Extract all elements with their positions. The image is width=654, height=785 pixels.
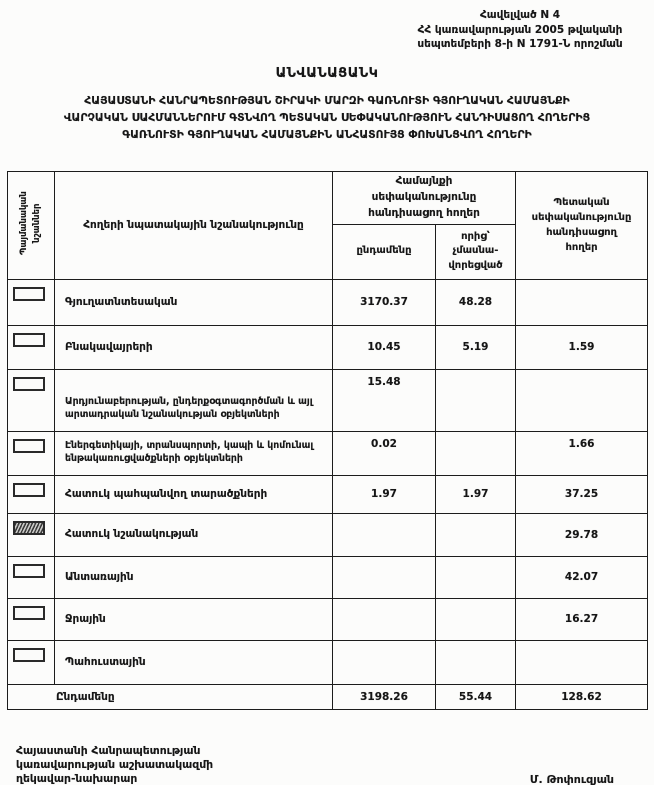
legend-cell [8, 475, 55, 513]
land-category-label: Անտառային [55, 556, 333, 598]
community-unprivatized-value [436, 556, 516, 598]
total-community-total-value: 3198.26 [333, 684, 436, 709]
annex-line: Հավելված N 4 [479, 9, 561, 21]
state-lands-value: 1.59 [516, 325, 648, 369]
legend-cell [8, 598, 55, 640]
legend-box-icon [13, 439, 45, 453]
community-total-value: 3170.37 [333, 279, 436, 325]
community-unprivatized-value [436, 640, 516, 684]
table-row [8, 325, 648, 369]
signatory-title-line: կառավարության աշխատակազմի [16, 757, 214, 771]
land-allocation-table [7, 171, 648, 709]
community-total-subheader: ընդամենը [333, 224, 436, 279]
legend-box-icon [13, 287, 45, 301]
symbols-column-header [8, 172, 55, 279]
community-unprivatized-subheader: որից՝ չմասնավորեցված [436, 224, 516, 279]
signatory-title-line: Հայաստանի Հանրապետության [16, 743, 201, 757]
legend-box-icon [13, 333, 45, 347]
total-row-label: Ընդամենը [8, 684, 333, 709]
document-footer [16, 744, 614, 785]
state-lands-value: 37.25 [516, 475, 648, 513]
land-category-label: Էներգետիկայի, տրանսպորտի, կապի և կոմունալ ենթակառուցվածքների օբյեկտների [55, 431, 333, 475]
legend-cell [8, 279, 55, 325]
community-total-value: 10.45 [333, 325, 436, 369]
legend-box-icon [13, 648, 45, 662]
legend-cell [8, 369, 55, 431]
signatory-name: Մ. Թոփուզյան [529, 772, 614, 785]
annex-reference [400, 0, 640, 52]
document-title: ԱՆՎԱՆԱՑԱՆԿ [275, 66, 379, 82]
purpose-column-header: Հողերի նպատակային նշանակությունը [55, 172, 333, 279]
legend-box-icon [13, 377, 45, 391]
community-unprivatized-value [436, 431, 516, 475]
legend-cell [8, 556, 55, 598]
table-row [8, 556, 648, 598]
legend-box-icon [13, 606, 45, 620]
table-row [8, 369, 648, 431]
community-unprivatized-value [436, 369, 516, 431]
table-row [8, 431, 648, 475]
community-unprivatized-value: 5.19 [436, 325, 516, 369]
community-total-value: 15.48 [333, 369, 436, 431]
legend-cell [8, 513, 55, 556]
legend-cell [8, 431, 55, 475]
community-unprivatized-value [436, 513, 516, 556]
state-lands-column-header: Պետական սեփականությունը հանդիսացող հողեր [516, 172, 648, 279]
table-row [8, 598, 648, 640]
table-row [8, 513, 648, 556]
table-row [8, 640, 648, 684]
state-lands-value: 16.27 [516, 598, 648, 640]
land-category-label: Հատուկ նշանակության [55, 513, 333, 556]
annex-line: ՀՀ կառավարության 2005 թվականի [417, 23, 623, 36]
community-unprivatized-value: 1.97 [436, 475, 516, 513]
total-state-lands-value: 128.62 [516, 684, 648, 709]
land-category-label: Ջրային [55, 598, 333, 640]
legend-box-icon [13, 483, 45, 497]
state-lands-value [516, 279, 648, 325]
state-lands-value: 1.66 [516, 431, 648, 475]
table-row [8, 475, 648, 513]
land-category-label: Արդյունաբերության, ընդերքօգտագործման և այլ արտադրական նշանակության օբյեկտների [55, 369, 333, 431]
community-total-value [333, 556, 436, 598]
community-total-value: 1.97 [333, 475, 436, 513]
legend-box-icon [13, 564, 45, 578]
land-category-label: Պահուստային [55, 640, 333, 684]
state-lands-value [516, 640, 648, 684]
land-category-label: Հատուկ պահպանվող տարածքների [55, 475, 333, 513]
community-total-value [333, 598, 436, 640]
land-category-label: Գյուղատնտեսական [55, 279, 333, 325]
legend-box-hatched-icon [13, 521, 45, 535]
community-total-value [333, 640, 436, 684]
community-total-value [333, 513, 436, 556]
table-header-row [8, 172, 648, 224]
subtitle-line: ՀԱՅԱՍՏԱՆԻ ՀԱՆՐԱՊԵՏՈՒԹՅԱՆ ՇԻՐԱԿԻ ՄԱՐԶԻ ԳԱՌՆՈՒՏԻ ԳՅՈՒՂԱԿԱՆ ՀԱՄԱՅՆՔԻ [84, 94, 570, 108]
community-unprivatized-value [436, 598, 516, 640]
signatory-title [16, 744, 213, 785]
signatory-title-line: ղեկավար-նախարար [16, 771, 138, 785]
land-category-label: Բնակավայրերի [55, 325, 333, 369]
symbols-column-header-label: Պայմանական նշաններ [19, 191, 42, 256]
subtitle-line: ԳԱՌՆՈՒՏԻ ԳՅՈՒՂԱԿԱՆ ՀԱՄԱՅՆՔԻՆ ԱՆՀԱՏՈՒՅՑ ՓՈԽԱՆՑՎՈՂ ՀՈՂԵՐԻ [122, 127, 532, 141]
community-unprivatized-value: 48.28 [436, 279, 516, 325]
community-total-value: 0.02 [333, 431, 436, 475]
legend-cell [8, 640, 55, 684]
table-total-row [8, 684, 648, 709]
state-lands-value [516, 369, 648, 431]
annex-line: սեպտեմբերի 8-ի N 1791-Ն որոշման [417, 38, 623, 51]
legend-cell [8, 325, 55, 369]
state-lands-value: 29.78 [516, 513, 648, 556]
state-lands-value: 42.07 [516, 556, 648, 598]
total-community-unprivatized-value: 55.44 [436, 684, 516, 709]
table-row [8, 279, 648, 325]
document-subtitle [0, 93, 654, 143]
subtitle-line: ՎԱՐՉԱԿԱՆ ՍԱՀՄԱՆՆԵՐՈՒՄ ԳՏՆՎՈՂ ՊԵՏԱԿԱՆ ՍԵՓԱԿԱՆՈՒԹՅՈՒՆ ՀԱՆԴԻՍԱՑՈՂ ՀՈՂԵՐԻՑ [63, 110, 591, 124]
community-lands-group-header: Համայնքի սեփականությունը հանդիսացող հողեր [333, 172, 516, 224]
